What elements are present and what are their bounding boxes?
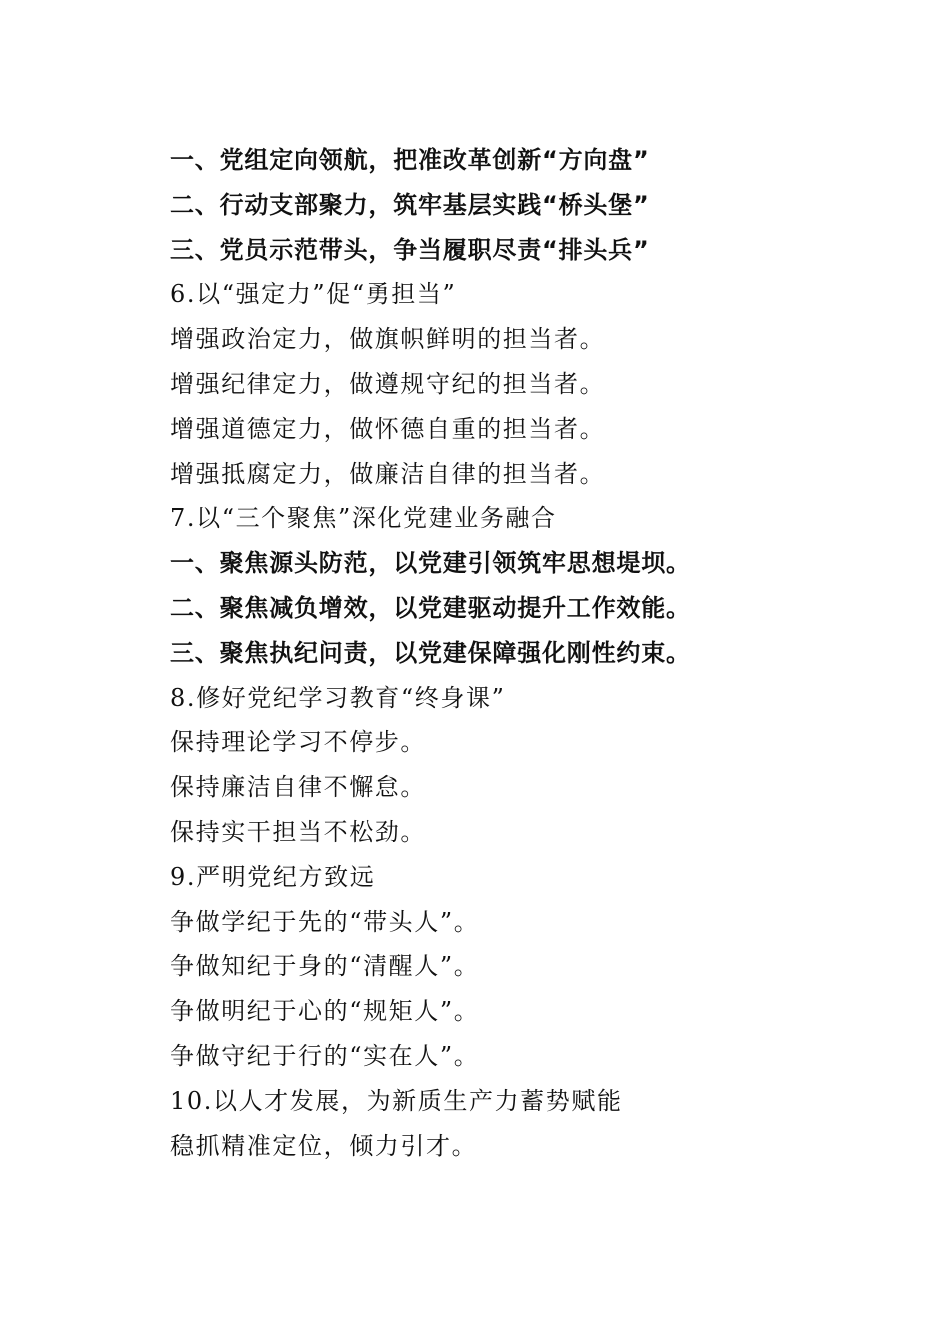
section-heading-8: 8.修好党纪学习教育“终身课” [170,683,506,712]
section-heading-9: 9.严明党纪方致远 [170,862,376,891]
line-23: 稳抓精准定位，倾力引才。 [170,1131,478,1160]
line-12: 三、聚焦执纪问责，以党建保障强化刚性约束。 [170,638,691,667]
line-14: 保持理论学习不停步。 [170,728,426,757]
line-10: 一、聚焦源头防范，以党建引领筑牢思想堤坝。 [170,549,691,578]
document-body [170,138,870,1168]
line-1: 一、党组定向领航，把准改革创新“方向盘” [170,146,650,174]
line-20: 争做明纪于心的“规矩人”。 [170,997,480,1026]
line-15: 保持廉洁自律不懈怠。 [170,773,426,802]
line-5: 增强政治定力，做旗帜鲜明的担当者。 [170,325,606,354]
line-6: 增强纪律定力，做遵规守纪的担当者。 [170,369,606,398]
line-3: 三、党员示范带头，争当履职尽责“排头兵” [170,235,650,264]
line-16: 保持实干担当不松劲。 [170,817,426,846]
line-21: 争做守纪于行的“实在人”。 [170,1041,480,1070]
section-heading-10: 10.以人才发展，为新质生产力蓄势赋能 [170,1086,623,1115]
line-11: 二、聚焦减负增效，以党建驱动提升工作效能。 [170,593,691,622]
line-2: 二、行动支部聚力，筑牢基层实践“桥头堡” [170,190,650,219]
line-8: 增强抵腐定力，做廉洁自律的担当者。 [170,459,606,488]
line-19: 争做知纪于身的“清醒人”。 [170,952,480,981]
section-heading-7: 7.以“三个聚焦”深化党建业务融合 [170,504,557,533]
line-7: 增强道德定力，做怀德自重的担当者。 [170,414,606,443]
line-18: 争做学纪于先的“带头人”。 [170,907,480,936]
section-heading-6: 6.以“强定力”促“勇担当” [170,280,457,309]
